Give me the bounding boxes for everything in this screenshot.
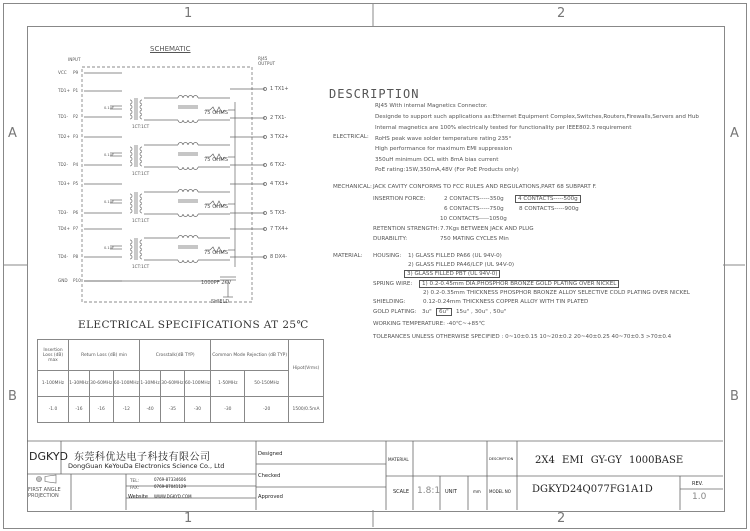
description-line-1: RJ45 With internal Magnetics Connector. [375, 103, 488, 109]
insertion-label: INSERTION FORCE: [373, 196, 426, 202]
durability-label: DURABILITY: [373, 236, 408, 242]
website-label: Website [128, 494, 148, 500]
description-line-3: Internal magnetics are 100% electrically tested for functionality per IEEE802.3 requirement [375, 125, 632, 131]
hdr-hipot: Hipot(Vrms) [289, 340, 324, 397]
val-0: -1.0 [38, 397, 69, 423]
ratio-label: 1CT:1CT [132, 171, 150, 176]
input-pin-number: P6 [73, 210, 79, 215]
output-pin: 2 TX1- [270, 115, 287, 121]
input-pin-name: TD1+ [58, 88, 70, 93]
zone-left-b: B [8, 389, 17, 404]
val-1: -16 [69, 397, 90, 423]
zone-bottom-2: 2 [557, 511, 566, 526]
insertion-8: 8 CONTACTS-----900g [519, 206, 579, 212]
val-4: -40 [140, 397, 161, 423]
zone-top-2: 2 [557, 6, 566, 21]
spring-label: SPRING WIRE: [373, 281, 413, 287]
tolerances: TOLERANCES UNLESS OTHERWISE SPECIFIED : 0~10±0.15 10~20±0.2 20~40±0.25 40~70±0.3 >70±0.4 [373, 334, 672, 340]
input-pin-name: GND [58, 278, 68, 283]
insertion-4: 4 CONTACTS-----500g [515, 195, 581, 203]
input-pin-name: TD4- [58, 254, 68, 259]
input-pin-name: VCC [58, 70, 67, 75]
insertion-2: 2 CONTACTS-----350g [444, 196, 504, 202]
ohms-label: 75 OHMS [204, 157, 229, 163]
material-label-tb: MATERIAL [388, 457, 409, 462]
checked-label: Checked [258, 473, 281, 479]
company-code: DGKYD [29, 450, 69, 463]
working-temp: WORKING TEMPERATURE: -40℃~+85℃ [373, 321, 485, 327]
unit-label: UNIT [445, 489, 457, 495]
housing-3: 3) GLASS FILLED PBT (UL 94V-0) [404, 270, 500, 278]
mechanical-text: JACK CAVITY CONFORMS TO FCC RULES AND REGULATIONS,PART 68 SUBPART F. [373, 184, 597, 190]
electrical-label: ELECTRICAL: [333, 134, 369, 140]
tel-label: TEL: [130, 478, 139, 483]
sub-0: 1-100MHz [38, 371, 69, 397]
cap-label: 0.1uF [104, 246, 115, 250]
ohms-label: 75 OHMS [204, 110, 229, 116]
gold-label: GOLD PLATING: [373, 309, 417, 315]
output-pin: 7 TX4+ [270, 226, 289, 232]
val-6: -30 [184, 397, 211, 423]
housing-1: 1) GLASS FILLED PA66 (UL 94V-0) [408, 253, 502, 259]
hdr-insertion: Insertion Loss (dB) max [38, 340, 69, 371]
val-3: -12 [113, 397, 140, 423]
input-pin-name: TD3- [58, 210, 68, 215]
sub-7: 1-50MHz [211, 371, 245, 397]
gold-b: 6u" [436, 308, 452, 316]
mechanical-label: MECHANICAL: [333, 184, 372, 190]
input-pin-name: TD4+ [58, 226, 70, 231]
sub-8: 50-150MHz [245, 371, 289, 397]
company-cn: 东莞科优达电子科技有限公司 [74, 452, 211, 463]
designed-label: Designed [258, 451, 283, 457]
output-label: RJ45 OUTPUT [258, 56, 276, 66]
val-9: 1500/0.5mA [289, 397, 324, 423]
zone-right-a: A [730, 126, 739, 141]
gold-a: 3u" [422, 309, 432, 315]
ratio-label: 1CT:1CT [132, 218, 150, 223]
input-pin-number: P3 [73, 134, 79, 139]
hdr-crosstalk: Crosstalk(dB TYP) [140, 340, 211, 371]
shielding-value: 0.12-0.24mm THICKNESS COPPER ALLOY WITH TIN PLATED [423, 299, 589, 305]
retention-label: RETENTION STRENGTH: [373, 226, 440, 232]
gold-c: 15u" , 30u" , 50u" [456, 309, 507, 315]
hv-cap-label: 1000PF 2KV [201, 280, 232, 286]
val-5: -35 [160, 397, 184, 423]
hdr-return: Return Loss (dB) min [69, 340, 140, 371]
zone-right-b: B [730, 389, 739, 404]
description-line-2: Designde to support such applications as:Ethernet Equipment Complex,Switches,Routers,Firewalls,Servers and Hub [375, 114, 699, 120]
unit-value: mm [473, 489, 481, 494]
housing-label: HOUSING: [373, 253, 402, 259]
scale-label: SCALE [393, 489, 410, 495]
description-heading: DESCRIPTION [329, 87, 420, 101]
output-pin: 6 TX2- [270, 162, 287, 168]
tel-value: 0769-87334606 [154, 477, 186, 482]
description-label-tb: DESCRIPTION [489, 457, 514, 461]
input-pin-number: P1 [73, 88, 79, 93]
projection-label: FIRST ANGLE PROJECTION [28, 487, 61, 499]
input-pin-number: P8 [73, 254, 79, 259]
sub-6: 60-100MHz [184, 371, 211, 397]
output-pin: 8 DX4- [270, 254, 288, 260]
val-8: -20 [245, 397, 289, 423]
sub-1: 1-30MHz [69, 371, 90, 397]
rev-value: 1.0 [692, 492, 707, 502]
electrical-line-2: High performance for maximum EMI suppression [375, 146, 512, 152]
cap-label: 0.1uF [104, 106, 115, 110]
company-en: DongGuan KeYouDa Electronics Science Co., Ltd [68, 462, 225, 470]
model-value: DGKYD24Q077FG1A1D [532, 484, 653, 495]
electrical-line-3: 350uH minimum OCL with 8mA bias current [375, 157, 499, 163]
sub-4: 1-30MHz [140, 371, 161, 397]
input-pin-number: P5 [73, 181, 79, 186]
projection-symbol [37, 475, 57, 483]
val-2: -16 [89, 397, 113, 423]
electrical-line-4: PoE rating:15W,350mA,48V (For PoE Products only) [375, 167, 519, 173]
sub-5: 30-60MHz [160, 371, 184, 397]
spring-2: 2) 0.2-0.35mm THICKNESS PHOSPHOR BRONZE ALLOY SELECTIVE COLD PLATING OVER NICKEL [423, 290, 690, 296]
input-pin-name: TD1- [58, 114, 68, 119]
input-pin-name: TD2- [58, 162, 68, 167]
housing-2: 2) GLASS FILLED PA46/LCP (UL 94V-0) [408, 262, 515, 268]
zone-bottom-1: 1 [184, 511, 193, 526]
scale-value: 1.8:1 [417, 486, 441, 496]
rev-label: REV. [692, 481, 703, 487]
ohms-label: 75 OHMS [204, 204, 229, 210]
fax-label: FAX: [130, 485, 140, 490]
shield-label: SHIELD [211, 299, 230, 305]
retention-value: 7.7Kgs BETWEEN JACK AND PLUG [440, 226, 534, 232]
cap-label: 0.1uF [104, 200, 115, 204]
website-value: WWW.DGKYD.COM [154, 494, 192, 499]
elec-spec-title: ELECTRICAL SPECIFICATIONS AT 25℃ [78, 319, 309, 331]
input-pin-number: P9 [73, 70, 79, 75]
val-7: -30 [211, 397, 245, 423]
output-pin: 3 TX2+ [270, 134, 289, 140]
input-pin-number: P10 [73, 278, 81, 283]
description-value: 2X4 EMI GY-GY 1000BASE [535, 455, 684, 466]
fax-value: 0769-87041129 [154, 484, 186, 489]
ratio-label: 1CT:1CT [132, 264, 150, 269]
insertion-10: 10 CONTACTS-----1050g [440, 216, 507, 222]
electrical-line-1: RoHS peak wave solder temperature rating 235° [375, 136, 512, 142]
sub-2: 30-60MHz [89, 371, 113, 397]
input-label: INPUT [68, 57, 81, 62]
ratio-label: 1CT:1CT [132, 124, 150, 129]
input-pin-number: P7 [73, 226, 79, 231]
input-pin-number: P2 [73, 114, 79, 119]
shielding-label: SHIELDING: [373, 299, 406, 305]
hdr-cmr: Common Mode Rejection (dB TYP) [211, 340, 289, 371]
durability-value: 750 MATING CYCLES Min [440, 236, 509, 242]
schematic-title: SCHEMATIC [150, 45, 191, 53]
input-pin-name: TD2+ [58, 134, 70, 139]
output-pin: 4 TX3+ [270, 181, 289, 187]
insertion-6: 6 CONTACTS-----750g [444, 206, 504, 212]
material-label: MATERIAL: [333, 253, 363, 259]
output-pin: 1 TX1+ [270, 86, 289, 92]
zone-top-1: 1 [184, 6, 193, 21]
cap-label: 0.1uF [104, 153, 115, 157]
approved-label: Approved [258, 494, 283, 500]
input-pin-name: TD3+ [58, 181, 70, 186]
zone-left-a: A [8, 126, 17, 141]
spring-1: 1) 0.2-0.45mm DIA.PHOSPHOR BRONZE GOLD PLATING OVER NICKEL [419, 280, 619, 288]
ohms-label: 75 OHMS [204, 250, 229, 256]
sub-3: 60-100MHz [113, 371, 140, 397]
model-label: MODEL NO [489, 489, 511, 494]
output-pin: 5 TX3- [270, 210, 287, 216]
input-pin-number: P4 [73, 162, 79, 167]
